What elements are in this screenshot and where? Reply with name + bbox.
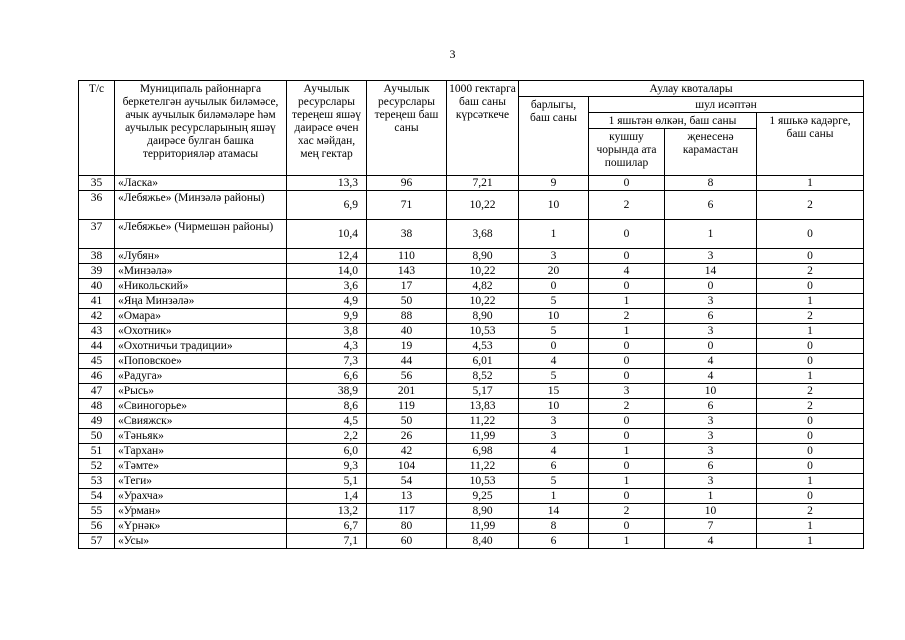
- row-index: 40: [79, 279, 115, 294]
- row-area: 14,0: [287, 264, 367, 279]
- row-density: 10,53: [447, 474, 519, 489]
- table-row: [79, 264, 864, 279]
- row-name: «Минзәлә»: [115, 264, 287, 279]
- row-area: 4,9: [287, 294, 367, 309]
- row-area: 7,3: [287, 354, 367, 369]
- table-row: [79, 414, 864, 429]
- row-total: 10: [519, 191, 589, 220]
- row-count: 119: [367, 399, 447, 414]
- row-no-sex: 3: [665, 444, 757, 459]
- row-under-1yr: 0: [757, 444, 864, 459]
- row-density: 6,01: [447, 354, 519, 369]
- row-total: 5: [519, 474, 589, 489]
- row-name: «Радуга»: [115, 369, 287, 384]
- row-no-sex: 7: [665, 519, 757, 534]
- table-row: [79, 309, 864, 324]
- row-males: 2: [589, 504, 665, 519]
- row-under-1yr: 1: [757, 176, 864, 191]
- row-under-1yr: 2: [757, 264, 864, 279]
- row-males: 1: [589, 324, 665, 339]
- row-total: 20: [519, 264, 589, 279]
- row-area: 38,9: [287, 384, 367, 399]
- table-row: [79, 519, 864, 534]
- table-row: [79, 191, 864, 220]
- row-males: 1: [589, 444, 665, 459]
- row-total: 1: [519, 489, 589, 504]
- quota-table: [78, 80, 864, 549]
- row-index: 46: [79, 369, 115, 384]
- row-no-sex: 3: [665, 249, 757, 264]
- row-area: 4,5: [287, 414, 367, 429]
- row-total: 4: [519, 444, 589, 459]
- row-count: 110: [367, 249, 447, 264]
- row-name: «Свиногорье»: [115, 399, 287, 414]
- row-count: 71: [367, 191, 447, 220]
- header-index: Т/с: [79, 81, 115, 176]
- row-density: 8,90: [447, 504, 519, 519]
- row-count: 19: [367, 339, 447, 354]
- row-no-sex: 0: [665, 339, 757, 354]
- row-count: 50: [367, 294, 447, 309]
- row-no-sex: 6: [665, 309, 757, 324]
- row-index: 56: [79, 519, 115, 534]
- row-total: 0: [519, 279, 589, 294]
- row-name: «Тәмте»: [115, 459, 287, 474]
- row-males: 1: [589, 534, 665, 549]
- row-under-1yr: 2: [757, 384, 864, 399]
- row-males: 2: [589, 191, 665, 220]
- row-density: 6,98: [447, 444, 519, 459]
- header-count: Аучылык ресурслары тереңеш баш саны: [367, 81, 447, 176]
- row-count: 54: [367, 474, 447, 489]
- row-total: 14: [519, 504, 589, 519]
- table-row: [79, 249, 864, 264]
- row-males: 3: [589, 384, 665, 399]
- row-name: «Ласка»: [115, 176, 287, 191]
- row-name: «Урман»: [115, 504, 287, 519]
- row-index: 37: [79, 220, 115, 249]
- row-area: 6,6: [287, 369, 367, 384]
- row-males: 0: [589, 339, 665, 354]
- row-area: 5,1: [287, 474, 367, 489]
- row-no-sex: 6: [665, 191, 757, 220]
- row-no-sex: 1: [665, 489, 757, 504]
- row-area: 6,0: [287, 444, 367, 459]
- header-area: Аучылык ресурслары тереңеш яшәү даирәсе өчен хас мәйдан, мең гектар: [287, 81, 367, 176]
- row-males: 0: [589, 369, 665, 384]
- row-density: 10,22: [447, 294, 519, 309]
- row-total: 10: [519, 399, 589, 414]
- row-area: 3,8: [287, 324, 367, 339]
- row-no-sex: 6: [665, 459, 757, 474]
- row-under-1yr: 1: [757, 474, 864, 489]
- row-name: «Үрнәк»: [115, 519, 287, 534]
- table-row: [79, 354, 864, 369]
- row-count: 117: [367, 504, 447, 519]
- table-row: [79, 429, 864, 444]
- row-no-sex: 3: [665, 474, 757, 489]
- table-row: [79, 399, 864, 414]
- table-row: [79, 474, 864, 489]
- row-count: 88: [367, 309, 447, 324]
- row-under-1yr: 2: [757, 309, 864, 324]
- row-area: 9,3: [287, 459, 367, 474]
- row-males: 0: [589, 279, 665, 294]
- row-name: «Урахча»: [115, 489, 287, 504]
- row-index: 45: [79, 354, 115, 369]
- row-density: 8,90: [447, 309, 519, 324]
- row-total: 0: [519, 339, 589, 354]
- row-area: 10,4: [287, 220, 367, 249]
- table-row: [79, 534, 864, 549]
- row-no-sex: 0: [665, 279, 757, 294]
- row-no-sex: 3: [665, 414, 757, 429]
- row-index: 53: [79, 474, 115, 489]
- row-males: 0: [589, 176, 665, 191]
- row-under-1yr: 0: [757, 489, 864, 504]
- header-name: Муниципаль районнарга беркетелгән аучылык биләмәсе, ачык аучылык биләмәләре һәм аучылык ресурсларының яшәү даирәсе булган башка территорияләр атамасы: [115, 81, 287, 176]
- row-under-1yr: 1: [757, 294, 864, 309]
- row-density: 9,25: [447, 489, 519, 504]
- row-total: 3: [519, 414, 589, 429]
- row-males: 0: [589, 429, 665, 444]
- row-density: 11,99: [447, 429, 519, 444]
- row-area: 1,4: [287, 489, 367, 504]
- row-index: 51: [79, 444, 115, 459]
- row-total: 8: [519, 519, 589, 534]
- row-no-sex: 14: [665, 264, 757, 279]
- row-under-1yr: 1: [757, 324, 864, 339]
- row-no-sex: 6: [665, 399, 757, 414]
- row-density: 4,53: [447, 339, 519, 354]
- row-count: 50: [367, 414, 447, 429]
- row-total: 6: [519, 459, 589, 474]
- row-density: 7,21: [447, 176, 519, 191]
- row-no-sex: 4: [665, 354, 757, 369]
- row-density: 11,99: [447, 519, 519, 534]
- row-under-1yr: 1: [757, 534, 864, 549]
- table-row: [79, 489, 864, 504]
- header-males: кушшу чорында ата пошилар: [589, 129, 665, 176]
- table-row: [79, 444, 864, 459]
- row-name: «Поповское»: [115, 354, 287, 369]
- row-no-sex: 3: [665, 429, 757, 444]
- row-index: 39: [79, 264, 115, 279]
- table-row: [79, 324, 864, 339]
- row-index: 50: [79, 429, 115, 444]
- row-name: «Охотник»: [115, 324, 287, 339]
- row-index: 47: [79, 384, 115, 399]
- row-count: 44: [367, 354, 447, 369]
- row-count: 13: [367, 489, 447, 504]
- row-total: 9: [519, 176, 589, 191]
- table-row: [79, 504, 864, 519]
- row-area: 13,2: [287, 504, 367, 519]
- row-name: «Рысь»: [115, 384, 287, 399]
- header-older-1yr: 1 яшьтән өлкән, баш саны: [589, 113, 757, 129]
- row-count: 96: [367, 176, 447, 191]
- row-area: 7,1: [287, 534, 367, 549]
- row-name: «Омара»: [115, 309, 287, 324]
- header-under-1yr: 1 яшькә кадәрге, баш саны: [757, 113, 864, 176]
- row-under-1yr: 0: [757, 429, 864, 444]
- row-area: 4,3: [287, 339, 367, 354]
- row-no-sex: 1: [665, 220, 757, 249]
- row-density: 3,68: [447, 220, 519, 249]
- row-index: 52: [79, 459, 115, 474]
- table-row: [79, 339, 864, 354]
- row-total: 4: [519, 354, 589, 369]
- row-count: 56: [367, 369, 447, 384]
- row-name: «Лебяжье» (Минзәлә районы): [115, 191, 287, 220]
- row-index: 57: [79, 534, 115, 549]
- table-row: [79, 279, 864, 294]
- row-index: 41: [79, 294, 115, 309]
- row-males: 1: [589, 474, 665, 489]
- row-males: 0: [589, 459, 665, 474]
- table-row: [79, 384, 864, 399]
- table-row: [79, 294, 864, 309]
- row-area: 3,6: [287, 279, 367, 294]
- row-total: 15: [519, 384, 589, 399]
- table-row: [79, 459, 864, 474]
- row-index: 44: [79, 339, 115, 354]
- table-body: [79, 176, 864, 549]
- row-males: 0: [589, 220, 665, 249]
- header-density: 1000 гектарга баш саны күрсәткече: [447, 81, 519, 176]
- row-males: 0: [589, 414, 665, 429]
- row-index: 48: [79, 399, 115, 414]
- row-name: «Яңа Минзәлә»: [115, 294, 287, 309]
- row-count: 26: [367, 429, 447, 444]
- row-density: 5,17: [447, 384, 519, 399]
- row-density: 11,22: [447, 459, 519, 474]
- row-no-sex: 8: [665, 176, 757, 191]
- row-under-1yr: 0: [757, 354, 864, 369]
- row-males: 0: [589, 249, 665, 264]
- row-area: 2,2: [287, 429, 367, 444]
- row-males: 1: [589, 294, 665, 309]
- row-under-1yr: 0: [757, 414, 864, 429]
- row-total: 5: [519, 324, 589, 339]
- row-name: «Теги»: [115, 474, 287, 489]
- row-count: 17: [367, 279, 447, 294]
- table-row: [79, 369, 864, 384]
- header-total: барлыгы, баш саны: [519, 97, 589, 176]
- row-count: 40: [367, 324, 447, 339]
- row-density: 13,83: [447, 399, 519, 414]
- header-no-sex: җенесенә карамастан: [665, 129, 757, 176]
- table-row: [79, 220, 864, 249]
- row-count: 60: [367, 534, 447, 549]
- row-name: «Никольский»: [115, 279, 287, 294]
- row-no-sex: 4: [665, 534, 757, 549]
- row-area: 8,6: [287, 399, 367, 414]
- row-no-sex: 3: [665, 294, 757, 309]
- row-index: 36: [79, 191, 115, 220]
- row-density: 10,22: [447, 264, 519, 279]
- row-count: 38: [367, 220, 447, 249]
- row-index: 43: [79, 324, 115, 339]
- row-males: 2: [589, 309, 665, 324]
- row-index: 55: [79, 504, 115, 519]
- header-quota-group: Аулау квоталары: [519, 81, 864, 97]
- row-area: 13,3: [287, 176, 367, 191]
- row-name: «Лебяжье» (Чирмешән районы): [115, 220, 287, 249]
- row-under-1yr: 1: [757, 519, 864, 534]
- row-index: 35: [79, 176, 115, 191]
- row-name: «Лубян»: [115, 249, 287, 264]
- row-under-1yr: 2: [757, 191, 864, 220]
- row-area: 6,7: [287, 519, 367, 534]
- row-name: «Тәньяк»: [115, 429, 287, 444]
- header-including: шул исәптән: [589, 97, 864, 113]
- row-total: 6: [519, 534, 589, 549]
- table-header: [79, 81, 864, 176]
- row-total: 5: [519, 294, 589, 309]
- table-row: [79, 176, 864, 191]
- row-density: 8,40: [447, 534, 519, 549]
- row-no-sex: 4: [665, 369, 757, 384]
- row-name: «Тархан»: [115, 444, 287, 459]
- row-under-1yr: 0: [757, 249, 864, 264]
- row-males: 4: [589, 264, 665, 279]
- row-no-sex: 10: [665, 384, 757, 399]
- row-index: 38: [79, 249, 115, 264]
- row-index: 42: [79, 309, 115, 324]
- row-count: 80: [367, 519, 447, 534]
- row-count: 143: [367, 264, 447, 279]
- row-under-1yr: 0: [757, 220, 864, 249]
- row-count: 104: [367, 459, 447, 474]
- row-total: 10: [519, 309, 589, 324]
- row-name: «Охотничьи традиции»: [115, 339, 287, 354]
- row-name: «Усы»: [115, 534, 287, 549]
- row-density: 4,82: [447, 279, 519, 294]
- row-name: «Свияжск»: [115, 414, 287, 429]
- row-density: 8,52: [447, 369, 519, 384]
- row-males: 2: [589, 399, 665, 414]
- row-total: 1: [519, 220, 589, 249]
- row-area: 9,9: [287, 309, 367, 324]
- row-total: 3: [519, 429, 589, 444]
- row-count: 201: [367, 384, 447, 399]
- row-under-1yr: 0: [757, 339, 864, 354]
- row-index: 49: [79, 414, 115, 429]
- row-density: 10,22: [447, 191, 519, 220]
- row-males: 0: [589, 354, 665, 369]
- row-males: 0: [589, 489, 665, 504]
- row-total: 3: [519, 249, 589, 264]
- row-no-sex: 3: [665, 324, 757, 339]
- row-count: 42: [367, 444, 447, 459]
- row-under-1yr: 1: [757, 369, 864, 384]
- row-density: 10,53: [447, 324, 519, 339]
- row-total: 5: [519, 369, 589, 384]
- row-under-1yr: 2: [757, 504, 864, 519]
- row-under-1yr: 0: [757, 279, 864, 294]
- row-under-1yr: 2: [757, 399, 864, 414]
- row-density: 11,22: [447, 414, 519, 429]
- row-no-sex: 10: [665, 504, 757, 519]
- row-under-1yr: 0: [757, 459, 864, 474]
- row-area: 6,9: [287, 191, 367, 220]
- row-index: 54: [79, 489, 115, 504]
- page-number: 3: [449, 47, 456, 61]
- row-males: 0: [589, 519, 665, 534]
- row-density: 8,90: [447, 249, 519, 264]
- row-area: 12,4: [287, 249, 367, 264]
